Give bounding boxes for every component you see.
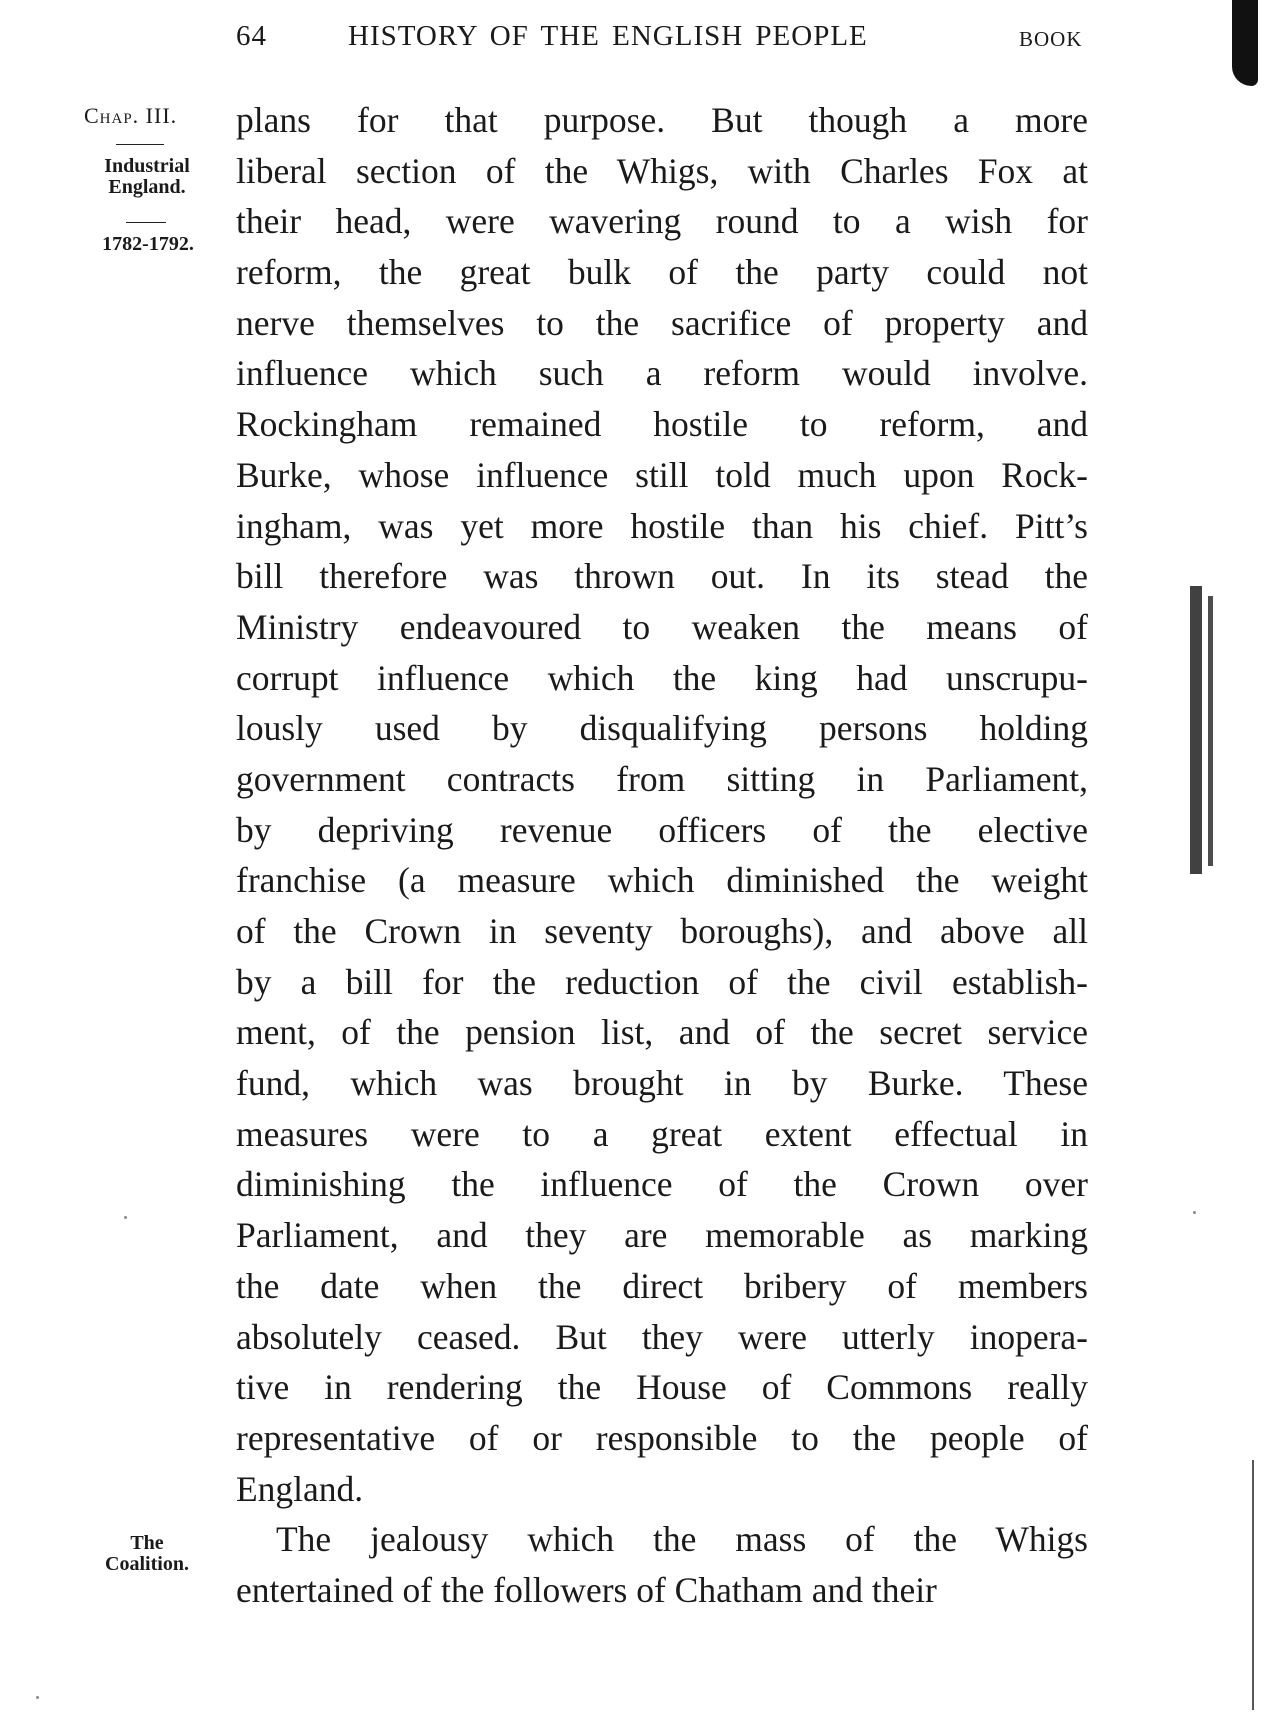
topic-sidenote-line2: England.: [108, 176, 186, 198]
body-text: [236, 95, 1088, 1616]
text-line: the date when the direct bribery of members: [236, 1265, 1088, 1306]
page-number: 64: [236, 20, 267, 52]
section-sidenote-line1: The: [130, 1532, 164, 1554]
text-line: representative of or responsible to the people of: [236, 1417, 1088, 1458]
scan-edge-mark: [1252, 1460, 1254, 1710]
text-line: lously used by disqualifying persons holding: [236, 708, 1088, 749]
text-line: by depriving revenue officers of the elective: [236, 809, 1088, 850]
sidenote-rule: [116, 144, 164, 145]
text-line: ment, of the pension list, and of the secret service: [236, 1012, 1088, 1053]
text-line: corrupt influence which the king had unscrupu-: [236, 657, 1088, 698]
text-line: Ministry endeavoured to weaken the means of: [236, 606, 1088, 647]
text-line: measures were to a great extent effectual in: [236, 1113, 1088, 1154]
text-line: franchise (a measure which diminished the weight: [236, 860, 1088, 901]
text-line: Rockingham remained hostile to reform, and: [236, 404, 1088, 445]
text-line: government contracts from sitting in Parliament,: [236, 758, 1088, 799]
text-line: by a bill for the reduction of the civil establish-: [236, 961, 1088, 1002]
scan-edge-mark: [1232, 0, 1258, 86]
scan-speck: [124, 1216, 127, 1219]
text-line: bill therefore was thrown out. In its stead the: [236, 556, 1088, 597]
text-line: of the Crown in seventy boroughs), and above all: [236, 911, 1088, 951]
text-line: fund, which was brought in by Burke. These: [236, 1063, 1088, 1104]
running-header: [0, 20, 1269, 60]
text-line: plans for that purpose. But though a more: [236, 100, 1088, 140]
years-sidenote: 1782-1792.: [102, 233, 194, 255]
text-line: ingham, was yet more hostile than his chief. Pitt’s: [236, 505, 1088, 546]
text-line: influence which such a reform would involve.: [236, 353, 1088, 394]
scan-speck: [1193, 1211, 1196, 1214]
text-line: England.: [236, 1468, 364, 1509]
text-line: liberal section of the Whigs, with Charles Fox at: [236, 150, 1088, 191]
topic-sidenote: [78, 156, 216, 198]
section-sidenote: [86, 1533, 208, 1575]
chapter-sidenote: Chap. III.: [84, 103, 178, 128]
book-label: BOOK: [1019, 27, 1083, 51]
text-line: Parliament, and they are memorable as marking: [236, 1215, 1088, 1256]
text-line: The jealousy which the mass of the Whigs: [276, 1519, 1088, 1560]
scan-edge-mark: [1208, 596, 1213, 866]
text-line: their head, were wavering round to a wish for: [236, 201, 1088, 242]
paragraph: [236, 1514, 1088, 1615]
text-line: diminishing the influence of the Crown over: [236, 1164, 1088, 1205]
text-line: nerve themselves to the sacrifice of property and: [236, 302, 1088, 343]
text-line: tive in rendering the House of Commons really: [236, 1367, 1088, 1408]
text-line: Burke, whose influence still told much upon Rock-: [236, 454, 1088, 495]
sidenote-rule: [126, 222, 166, 223]
text-line: reform, the great bulk of the party could not: [236, 252, 1088, 293]
section-sidenote-line2: Coalition.: [105, 1553, 189, 1575]
text-line: absolutely ceased. But they were utterly inopera-: [236, 1316, 1088, 1357]
text-line: entertained of the followers of Chatham and their: [236, 1569, 937, 1610]
paragraph: [236, 95, 1088, 1514]
scan-speck: [36, 1696, 39, 1699]
running-title: HISTORY OF THE ENGLISH PEOPLE: [348, 20, 868, 52]
scan-edge-mark: [1190, 586, 1202, 874]
topic-sidenote-line1: Industrial: [104, 155, 190, 177]
